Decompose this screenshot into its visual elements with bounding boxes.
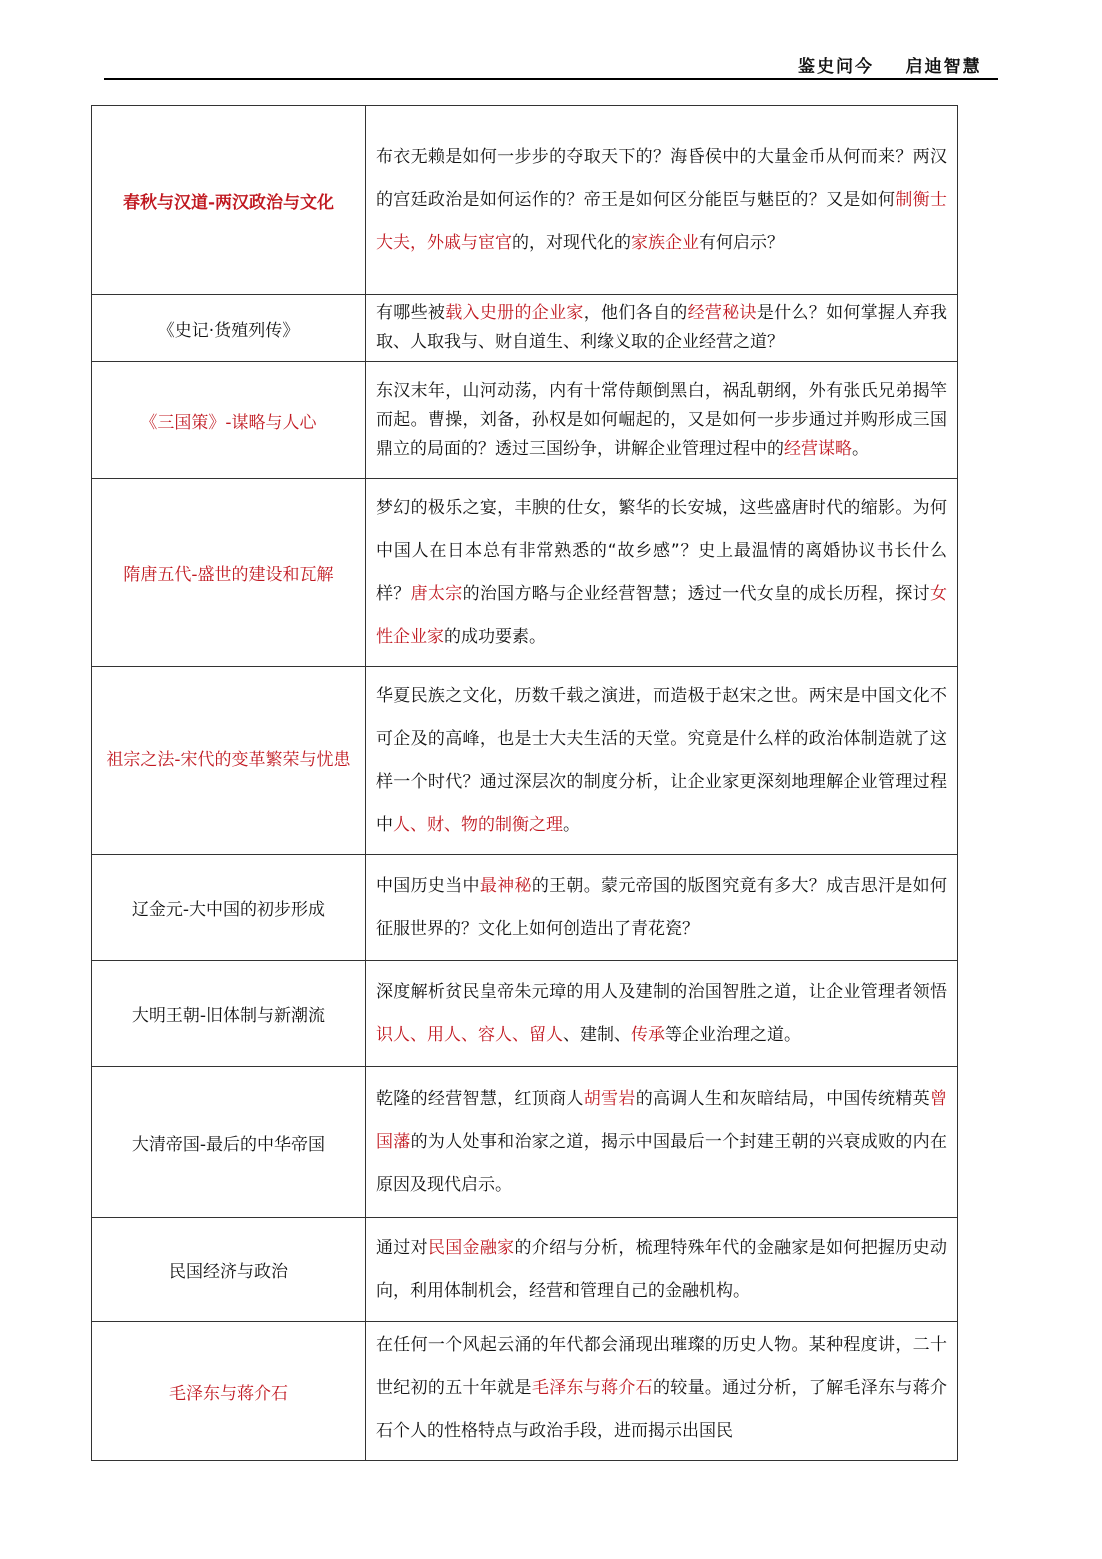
description-text: 的成功要素。 bbox=[444, 626, 546, 647]
highlighted-keyword: 传承 bbox=[631, 1024, 665, 1045]
row-title: 《三国策》-谋略与人心 bbox=[92, 362, 366, 479]
description-text: 有何启示？ bbox=[699, 232, 784, 253]
row-title: 民国经济与政治 bbox=[92, 1218, 366, 1322]
description-text: 的介绍与分析，梳理特殊年代的金融家是如何把握历史动向，利用体制机会，经营和管理自己的金融机构。 bbox=[376, 1237, 947, 1301]
description-text: 中国历史当中 bbox=[376, 875, 480, 896]
description-text: 的王朝。蒙元帝国的版图究竟有多大？成吉思汗是如何征服世界的？文化上如何创造出了青花瓷？ bbox=[376, 875, 947, 939]
highlighted-keyword: 曾国藩 bbox=[376, 1088, 947, 1152]
description-text: 等企业治理之道。 bbox=[665, 1024, 801, 1045]
description-text: 通过对 bbox=[376, 1237, 428, 1258]
description-text: 是什么？如何掌握人弃我取、人取我与、财自道生、利缘义取的企业经营之道？ bbox=[376, 303, 947, 352]
highlighted-keyword: 毛泽东与蒋介石 bbox=[531, 1378, 653, 1398]
description-text: 、建制、 bbox=[563, 1024, 631, 1045]
description-text: 东汉末年，山河动荡，内有十常侍颠倒黑白，祸乱朝纲，外有张氏兄弟揭竿而起。曹操，刘备，孙权是如何崛起的，又是如何一步步通过并购形成三国鼎立的局面的？透过三国纷争，讲解企业管理过程中的 bbox=[376, 380, 947, 459]
description-text: 布衣无赖是如何一步步的夺取天下的？海昏侯中的大量金币从何而来？两汉的宫廷政治是如何运作的？帝王是如何区分能臣与魅臣的？又是如何 bbox=[376, 146, 947, 210]
row-title: 大清帝国-最后的中华帝国 bbox=[92, 1067, 366, 1218]
description-text: ，他们各自的 bbox=[583, 303, 688, 323]
description-text: 梦幻的极乐之宴，丰腴的仕女，繁华的长安城，这些盛唐时代的缩影。为何中国人在日本总有非常熟悉的“故乡感”？史上最温情的离婚协议书长什么样？ bbox=[376, 497, 947, 604]
page-header-slogan: 鉴史问今 启迪智慧 bbox=[798, 57, 982, 77]
table-row bbox=[92, 961, 958, 1067]
description-text: 有哪些被 bbox=[376, 303, 446, 323]
highlighted-keyword: 家族企业 bbox=[631, 232, 699, 253]
highlighted-keyword: 人、财、物的制衡之理 bbox=[393, 814, 563, 835]
row-title: 大明王朝-旧体制与新潮流 bbox=[92, 961, 366, 1067]
description-text: 的高调人生和灰暗结局，中国传统精英 bbox=[635, 1088, 930, 1109]
description-text: 乾隆的经营智慧，红顶商人 bbox=[376, 1088, 584, 1109]
row-title: 春秋与汉道-两汉政治与文化 bbox=[92, 106, 366, 295]
description-text: 的为人处事和治家之道，揭示中国最后一个封建王朝的兴衰成败的内在原因及现代启示。 bbox=[376, 1131, 947, 1195]
highlighted-keyword: 经营谋略 bbox=[784, 438, 852, 459]
description-text: 。 bbox=[852, 438, 869, 459]
description-text: 的较量。通过分析，了解毛泽东与蒋介石个人的性格特点与政治手段，进而揭示出国民 bbox=[376, 1378, 947, 1441]
highlighted-keyword: 载入史册的企业家 bbox=[445, 303, 584, 323]
row-title: 祖宗之法-宋代的变革繁荣与忧患 bbox=[92, 667, 366, 855]
row-description bbox=[366, 855, 958, 961]
table-row bbox=[92, 855, 958, 961]
course-table bbox=[91, 105, 958, 1461]
row-title: 辽金元-大中国的初步形成 bbox=[92, 855, 366, 961]
row-title: 毛泽东与蒋介石 bbox=[92, 1322, 366, 1461]
table-row bbox=[92, 362, 958, 479]
row-description bbox=[366, 106, 958, 295]
table-row bbox=[92, 479, 958, 667]
description-text: 。 bbox=[563, 814, 580, 835]
row-description bbox=[366, 961, 958, 1067]
row-title: 隋唐五代-盛世的建设和瓦解 bbox=[92, 479, 366, 667]
row-description bbox=[366, 1322, 958, 1461]
highlighted-keyword: 最神秘 bbox=[479, 875, 532, 896]
row-description bbox=[366, 1067, 958, 1218]
highlighted-keyword: 识人、用人、容人、留人 bbox=[376, 1024, 563, 1045]
description-text: 华夏民族之文化，历数千载之演进，而造极于赵宋之世。两宋是中国文化不可企及的高峰，也是士大夫生活的天堂。究竟是什么样的政治体制造就了这样一个时代？通过深层次的制度分析，让企业家更深刻地理解企业管理过程中 bbox=[376, 685, 947, 835]
table-row bbox=[92, 106, 958, 295]
row-description bbox=[366, 479, 958, 667]
highlighted-keyword: 制衡士大夫，外戚与宦官 bbox=[376, 189, 947, 253]
row-description bbox=[366, 362, 958, 479]
table-row bbox=[92, 667, 958, 855]
highlighted-keyword: 民国金融家 bbox=[427, 1237, 515, 1258]
description-text: 的，对现代化的 bbox=[512, 232, 631, 253]
highlighted-keyword: 唐太宗 bbox=[410, 583, 463, 604]
highlighted-keyword: 胡雪岩 bbox=[583, 1088, 636, 1109]
table-row bbox=[92, 1218, 958, 1322]
description-text: 深度解析贫民皇帝朱元璋的用人及建制的治国智胜之道，让企业管理者领悟 bbox=[376, 981, 947, 1002]
description-text: 的治国方略与企业经营智慧；透过一代女皇的成长历程，探讨 bbox=[462, 583, 930, 604]
row-description bbox=[366, 295, 958, 362]
table-row bbox=[92, 1067, 958, 1218]
highlighted-keyword: 女性企业家 bbox=[376, 583, 947, 647]
header-rule bbox=[104, 78, 998, 80]
highlighted-keyword: 经营秘诀 bbox=[687, 303, 757, 323]
row-description bbox=[366, 1218, 958, 1322]
table-row bbox=[92, 1322, 958, 1461]
table-row bbox=[92, 295, 958, 362]
row-description bbox=[366, 667, 958, 855]
row-title: 《史记·货殖列传》 bbox=[92, 295, 366, 362]
description-text: 在任何一个风起云涌的年代都会涌现出璀璨的历史人物。某种程度讲，二十世纪初的五十年就是 bbox=[376, 1335, 947, 1398]
